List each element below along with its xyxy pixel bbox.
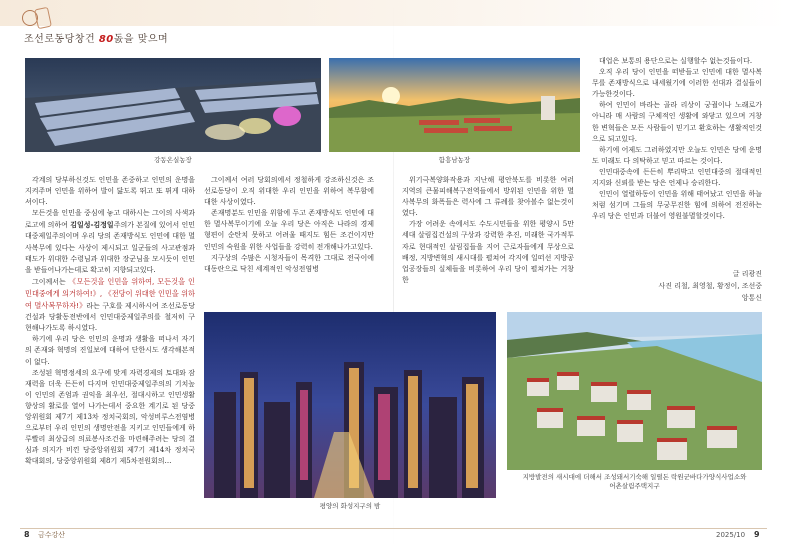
magazine-name: 금수강산 xyxy=(38,531,66,539)
farm-sunset-image xyxy=(329,58,580,152)
col3-paragraph-1: 위기극복양화작용과 지난해 평안북도를 비롯한 여러 지역의 큰물피해복구전역들에서 방위된 인민을 위한 멸사복무의 화폭들은 력사에 그 류례를 찾아볼수 없는것이였다. xyxy=(402,176,574,218)
footer-rule xyxy=(20,528,767,529)
photo-coastal-village xyxy=(507,312,762,470)
col1-p2-strong: 김일성-김정일 xyxy=(70,220,114,230)
caption-coastal-village-line1: 지방발전의 새시대에 더해서 조성돼서기숙해 일떨돈 락원군바다가양식사업소와 xyxy=(522,473,747,481)
col1-paragraph-3 xyxy=(25,276,195,334)
credit-writer: 글 리광진 xyxy=(732,270,762,278)
col1-p2-b: 주의가 본질에 있어서 인민대중제일주의이며 우리 당의 존재방식도 인민에 대한 멸사복무에 있다는 사상이 제시되고 일군들의 사고관점과 태도가 위대한 수령님과 위대한 장군님을 모시듯이 인민을 받들어나가는데로 확고히 지향되고있다. xyxy=(25,221,195,274)
header-title-suffix: 돐을 맞으며 xyxy=(113,34,169,45)
col3-paragraph-2: 가장 어려운 속에서도 수도시민들을 위한 평양시 5만세대 살림집건설의 구상과 강력한 추진, 미래한 국가적투자로 현대적인 살림집들을 지어 근로자들에게 무상으로 배정, 지방변혁의 새시대를 펼쳐여 각지에 일떠선 지방공업공장들의 실체들을 비롯하여 우리 당이 펼쳐가는 거창한 xyxy=(402,220,574,284)
right-page-number: 9 xyxy=(754,530,760,539)
left-page-number: 8 xyxy=(24,530,30,539)
article-column-3 xyxy=(402,175,574,286)
col4-paragraph-2: 오직 우리 당이 인민을 떠받들고 인민에 대한 멸사복무를 존재방식으로 내세웠기에 이러한 선대과 결실들이 가능한것이다. xyxy=(592,68,762,99)
header-title-prefix: 조선로동당창건 xyxy=(24,34,99,45)
col1-slogan: 《모든것을 인민을 위하여, 모든것을 인민대중에게 의거하여!》, 《전당이 위대한 인민을 위하여 멸사복무하자!》 xyxy=(25,276,195,311)
caption-city-night: 평양의 화성지구의 밤 xyxy=(319,502,381,510)
greenhouse-farm-image xyxy=(25,58,321,152)
photo-city-night xyxy=(204,312,496,498)
caption-greenhouse-farm: 강동온실농장 xyxy=(154,156,192,164)
col1-p3-b: 라는 구호를 제시하시여 조선로동당건설과 당활동전반에서 인민대중제일주의를 철저히 구현해나가도록 하시였다. xyxy=(25,302,195,333)
col1-paragraph-5: 조성된 혁명정세의 요구에 맞게 자력경제의 토대와 잠재력을 더욱 든든히 다지며 인민대중제일주의의 기치높이 인민의 존엄과 권익을 최우선, 절대시하고 인민생활향상의 활로를 열어 나가는데서 중요한 계기로 된 당중앙위원회 제7기 제13차 정치국회의, 악성비루스전염병으로부터 우리 인민의 생명안전을 지키고 인민들에게 하루빨리 최상급의 의료봉사조건을 마련해주려는 당의 결심과 의지가 비낀 당중앙위원회 제7기 제14차 정치국 확대회의, 당중앙위원회 제8기 제5차전원회의… xyxy=(25,368,195,466)
issue-date: 2025/10 xyxy=(716,531,746,539)
col2-paragraph-1: 그이께서 여러 당회의에서 정철하게 강조하신것은 조선로동당이 오직 위대한 우리 인민을 위하여 복무함에 대한 사상이였다. xyxy=(204,176,374,207)
col4-paragraph-3: 하여 인민이 바라는 골라 리상이 궁궐이나 노래로가 아니라 매 사람의 구체적인 생활에 와닿고 있으며 거창한 변혁들은 모든 사람들이 믿기고 환호하는 생활적인것으로 되고있다. xyxy=(592,101,762,143)
col4-paragraph-5: 인민대중속에 든든히 뿌리박고 인민대중의 절대적인 지지와 신뢰를 받는 당은 언제나 승리한다. xyxy=(592,167,762,188)
col1-p2-a: 모든것을 인민을 중심에 놓고 대하시는 그이의 사색과 로고에 의하여 xyxy=(25,209,195,230)
photo-farm-sunset xyxy=(329,58,580,152)
caption-farm-sunset: 함흥남농장 xyxy=(438,156,471,164)
caption-coastal-village-line2: 어촌살림주택지구 xyxy=(609,482,660,490)
credit-photos: 사진 리철, 최영철, 황정이, 조선중앙통신 xyxy=(658,282,762,302)
article-column-1 xyxy=(25,175,195,467)
city-night-image xyxy=(204,312,496,498)
article-credits xyxy=(652,268,762,304)
col4-paragraph-6: 인민이 열렬하동이 인민을 위해 태여났고 인민을 하늘처럼 섬기며 그들의 무궁무진한 힘에 의하여 전진하는 우리 당은 인민과 더불어 영원불멸할것이다. xyxy=(592,190,762,221)
col2-paragraph-3: 지구상의 수많은 시청자들이 목격한 그대로 전국이에 대동란으로 닥친 세계적인 악성전염병 xyxy=(204,253,374,273)
col1-paragraph-2 xyxy=(25,208,195,276)
header-title xyxy=(24,30,168,45)
article-column-4 xyxy=(592,56,762,222)
col1-paragraph-4: 하기에 우리 당은 인민의 운명과 생활을 떠나서 자기의 존재와 혁명의 진일보에 대하여 단한시도 생각해본적이 없다. xyxy=(25,335,195,366)
col4-paragraph-1: 대업은 보통의 용단으로는 실행할수 없는것들이다. xyxy=(599,57,753,65)
col4-paragraph-4: 하기에 어제도 그러하였지만 오늘도 인민은 당에 운명도 미래도 다 의탁하고 믿고 따르는 것이다. xyxy=(592,145,762,165)
col2-paragraph-2: 존재명분도 인민을 위함에 두고 존재방식도 인민에 대한 멸사복무이기에 오늘 우리 당은 아직은 나라의 경제형편이 순탄치 못하고 어려울 때지도 힘든 조건이지만 인민의 숙원을 위한 사업들을 강력히 전개해나가고있다. xyxy=(204,209,374,251)
photo-greenhouse-farm xyxy=(25,58,321,152)
page-footer xyxy=(0,520,787,551)
col1-p3-a: 그이께서는 xyxy=(32,277,69,286)
article-column-2 xyxy=(204,175,374,275)
coastal-village-image xyxy=(507,312,762,470)
header-title-number: 80 xyxy=(98,34,114,45)
caption-coastal-village xyxy=(507,473,762,491)
col1-paragraph-1: 각계의 당부하신것도 인민을 존중하고 인민의 운명을 지켜주며 인민을 위하여 발이 닳도록 뛰고 또 뛰게 대하셔이다. xyxy=(25,176,195,207)
